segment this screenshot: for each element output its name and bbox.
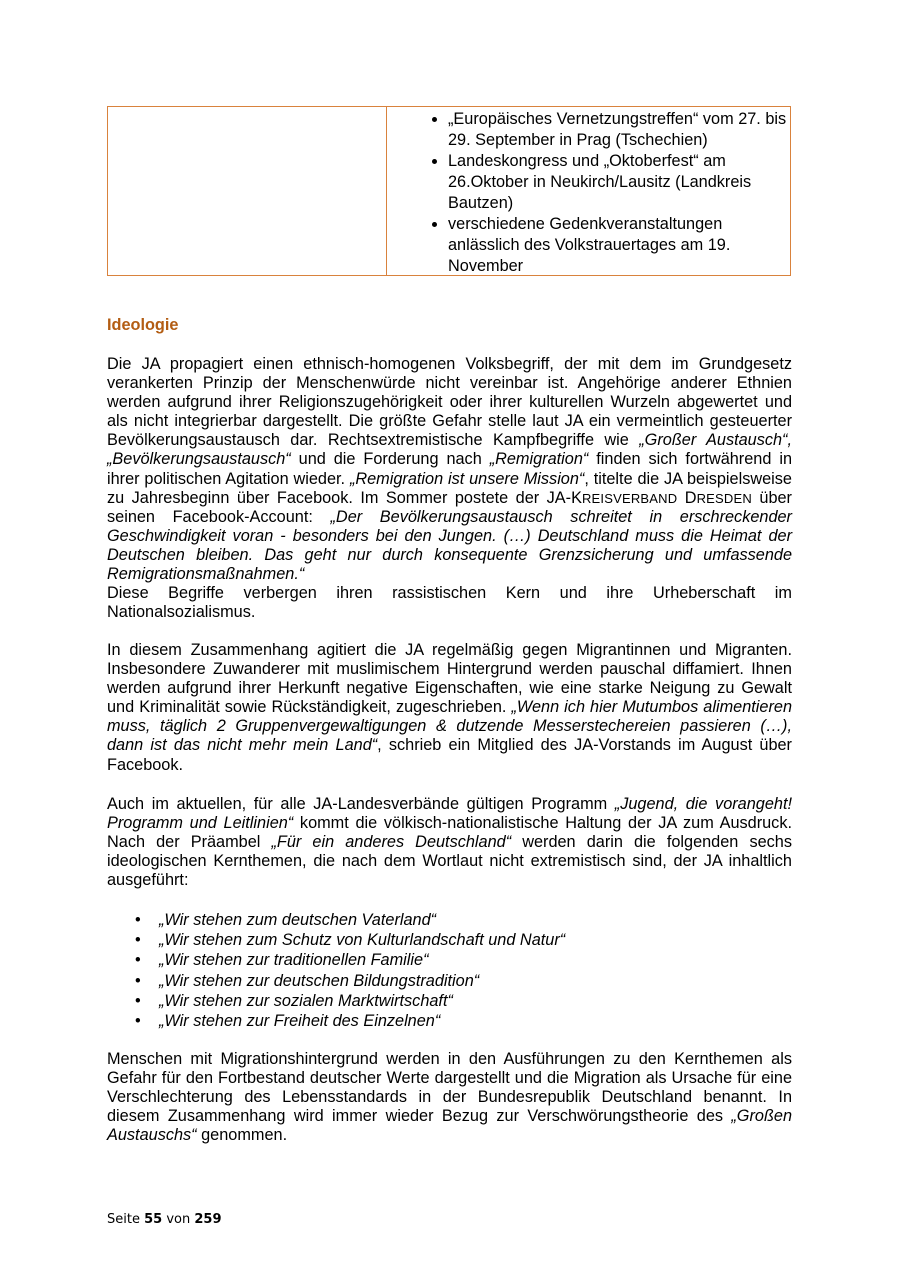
table-cell-events xyxy=(387,107,790,275)
list-item: • „Wir stehen zur sozialen Marktwirtschaft“ xyxy=(159,991,844,1011)
list-item: • verschiedene Gedenkveranstaltungen anlässlich des Volkstrauertages am 19. November xyxy=(448,214,790,277)
list-item: • „Wir stehen zur Freiheit des Einzelnen“ xyxy=(159,1011,844,1031)
page-total: 259 xyxy=(194,1212,222,1227)
paragraph-roots: Diese Begriffe verbergen ihren rassistischen Kern und ihre Urheberschaft im Nationalsozialismus. xyxy=(107,584,792,622)
list-item: • „Wir stehen zur traditionellen Familie“ xyxy=(159,950,844,970)
list-item: • Landeskongress und „Oktoberfest“ am 26.Oktober in Neukirch/Lausitz (Landkreis Bautzen) xyxy=(448,151,790,214)
page-number: 55 xyxy=(144,1212,163,1227)
core-themes-list xyxy=(107,910,844,1031)
list-item: • „Wir stehen zur deutschen Bildungstradition“ xyxy=(159,971,844,991)
paragraph-migration: Menschen mit Migrationshintergrund werden in den Ausführungen zu den Kernthemen als Gefahr für den Fortbestand deutscher Werte dargestellt und die Migration als Ursache für eine Verschlechterung des Lebensstandards in der Bundesrepublik Deutschland benannt. In diesem Zusammenhang wird immer wieder Bezug zur Verschwörungstheorie des „Großen Austauschs“ genommen. xyxy=(107,1050,792,1145)
event-table xyxy=(107,106,791,276)
list-item: • „Wir stehen zum Schutz von Kulturlandschaft und Natur“ xyxy=(159,930,844,950)
paragraph-agitation: In diesem Zusammenhang agitiert die JA regelmäßig gegen Migrantinnen und Migranten. Insbesondere Zuwanderer mit muslimischem Hintergrund werden pauschal diffamiert. Ihnen werden aufgrund ihrer Herkunft negative Eigenschaften, wie eine starke Neigung zu Gewalt und Kriminalität sowie Rückständigkeit, zugeschrieben. „Wenn ich hier Mutumbos alimentieren muss, täglich 2 Gruppenvergewaltigungen & dutzende Messerstechereien passieren (…), dann ist das nicht mehr mein Land“, schrieb ein Mitglied des JA-Vorstands im August über Facebook. xyxy=(107,641,792,774)
list-item: • „Europäisches Vernetzungstreffen“ vom 27. bis 29. September in Prag (Tschechien) xyxy=(448,109,790,151)
event-list xyxy=(387,107,790,277)
list-item: • „Wir stehen zum deutschen Vaterland“ xyxy=(159,910,844,930)
table-cell-empty xyxy=(108,107,387,275)
page-footer: Seite 55 von 259 xyxy=(107,1212,222,1227)
paragraph-ideology-intro: Die JA propagiert einen ethnisch-homogenen Volksbegriff, der mit dem im Grundgesetz verankerten Prinzip der Menschenwürde nicht vereinbar ist. Angehörige anderer Ethnien werden aufgrund ihrer Religionszugehörigkeit oder ihrer kulturellen Wurzeln abgewertet und als nicht integrierbar dargestellt. Die größte Gefahr stelle laut JA ein vermeintlich gesteuerter Bevölkerungsaustausch dar. Rechtsextremistische Kampfbegriffe wie „Großer Austausch“, „Bevölkerungsaustausch“ und die Forderung nach „Remigration“ finden sich fortwährend in ihrer politischen Agitation wieder. „Remigration ist unsere Mission“, titelte die JA beispielsweise zu Jahresbeginn über Facebook. Im Sommer postete der JA-KREISVERBAND DRESDEN über seinen Facebook-Account: „Der Bevölkerungsaustausch schreitet in erschreckender Geschwindigkeit voran - besonders bei den Jungen. (…) Deutschland muss die Heimat der Deutschen bleiben. Das geht nur durch konsequente Grenzsicherung und umfassende Remigrationsmaßnahmen.“ xyxy=(107,355,793,584)
paragraph-program: Auch im aktuellen, für alle JA-Landesverbände gültigen Programm „Jugend, die vorangeht! Programm und Leitlinien“ kommt die völkisch-nationalistische Haltung der JA zum Ausdruck. Nach der Präambel „Für ein anderes Deutschland“ werden darin die folgenden sechs ideologischen Kernthemen, die nach dem Wortlaut nicht extremistisch sind, der JA inhaltlich ausgeführt: xyxy=(107,795,792,890)
section-heading: Ideologie xyxy=(107,316,179,334)
